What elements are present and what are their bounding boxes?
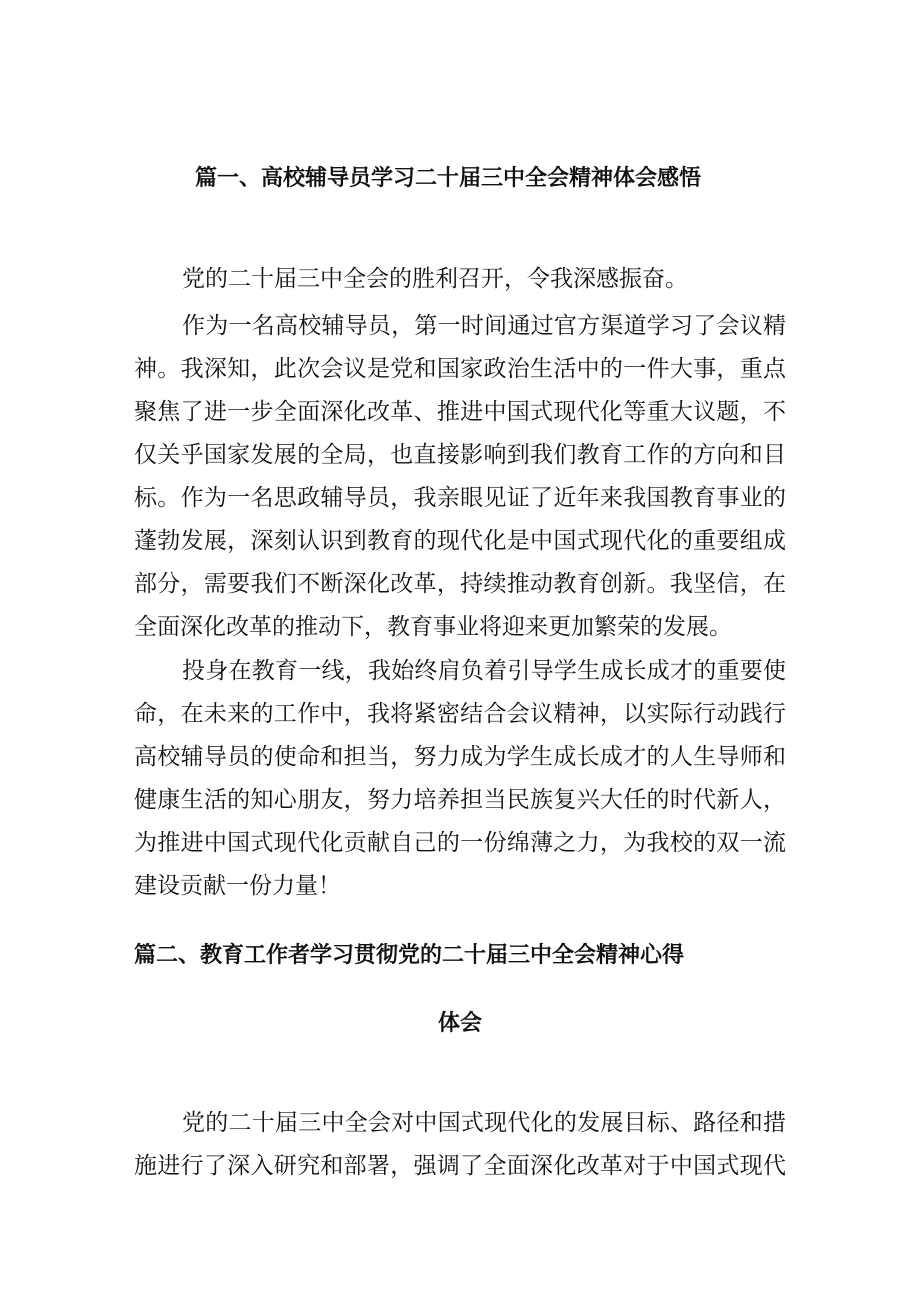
section1-line: 作为一名高校辅导员，第一时间通过官方渠道学习了会议精 bbox=[182, 313, 786, 339]
section1-line: 标。作为一名思政辅导员，我亲眼见证了近年来我国教育事业的 bbox=[134, 485, 786, 511]
section1-line: 健康生活的知心朋友，努力培养担当民族复兴大任的时代新人， bbox=[134, 787, 786, 813]
section1-line: 投身在教育一线，我始终肩负着引导学生成长成才的重要使 bbox=[182, 658, 786, 684]
section1-line: 部分，需要我们不断深化改革，持续推动教育创新。我坚信，在 bbox=[134, 571, 786, 597]
section1-line: 蓬勃发展，深刻认识到教育的现代化是中国式现代化的重要组成 bbox=[134, 528, 786, 554]
section1-line: 为推进中国式现代化贡献自己的一份绵薄之力，为我校的双一流 bbox=[134, 830, 786, 856]
section1-title: 篇一、高校辅导员学习二十届三中全会精神体会感悟 bbox=[195, 166, 702, 191]
section1-line: 高校辅导员的使命和担当，努力成为学生成长成才的人生导师和 bbox=[134, 744, 786, 770]
section1-line: 党的二十届三中全会的胜利召开，令我深感振奋。 bbox=[182, 266, 688, 292]
section1-line: 聚焦了进一步全面深化改革、推进中国式现代化等重大议题，不 bbox=[134, 399, 786, 425]
section2-line: 党的二十届三中全会对中国式现代化的发展目标、路径和措 bbox=[182, 1110, 786, 1136]
section1-line: 神。我深知，此次会议是党和国家政治生活中的一件大事，重点 bbox=[134, 356, 786, 382]
section2-title-line1: 篇二、教育工作者学习贯彻党的二十届三中全会精神心得 bbox=[134, 943, 685, 968]
section1-line: 命，在未来的工作中，我将紧密结合会议精神，以实际行动践行 bbox=[134, 701, 786, 727]
section1-line: 全面深化改革的推动下，教育事业将迎来更加繁荣的发展。 bbox=[134, 614, 732, 640]
section1-line: 建设贡献一份力量！ bbox=[134, 873, 341, 899]
section2-line: 施进行了深入研究和部署，强调了全面深化改革对于中国式现代 bbox=[134, 1153, 786, 1179]
section2-title-line2: 体会 bbox=[438, 1011, 483, 1036]
section1-line: 仅关乎国家发展的全局，也直接影响到我们教育工作的方向和目 bbox=[134, 442, 786, 468]
